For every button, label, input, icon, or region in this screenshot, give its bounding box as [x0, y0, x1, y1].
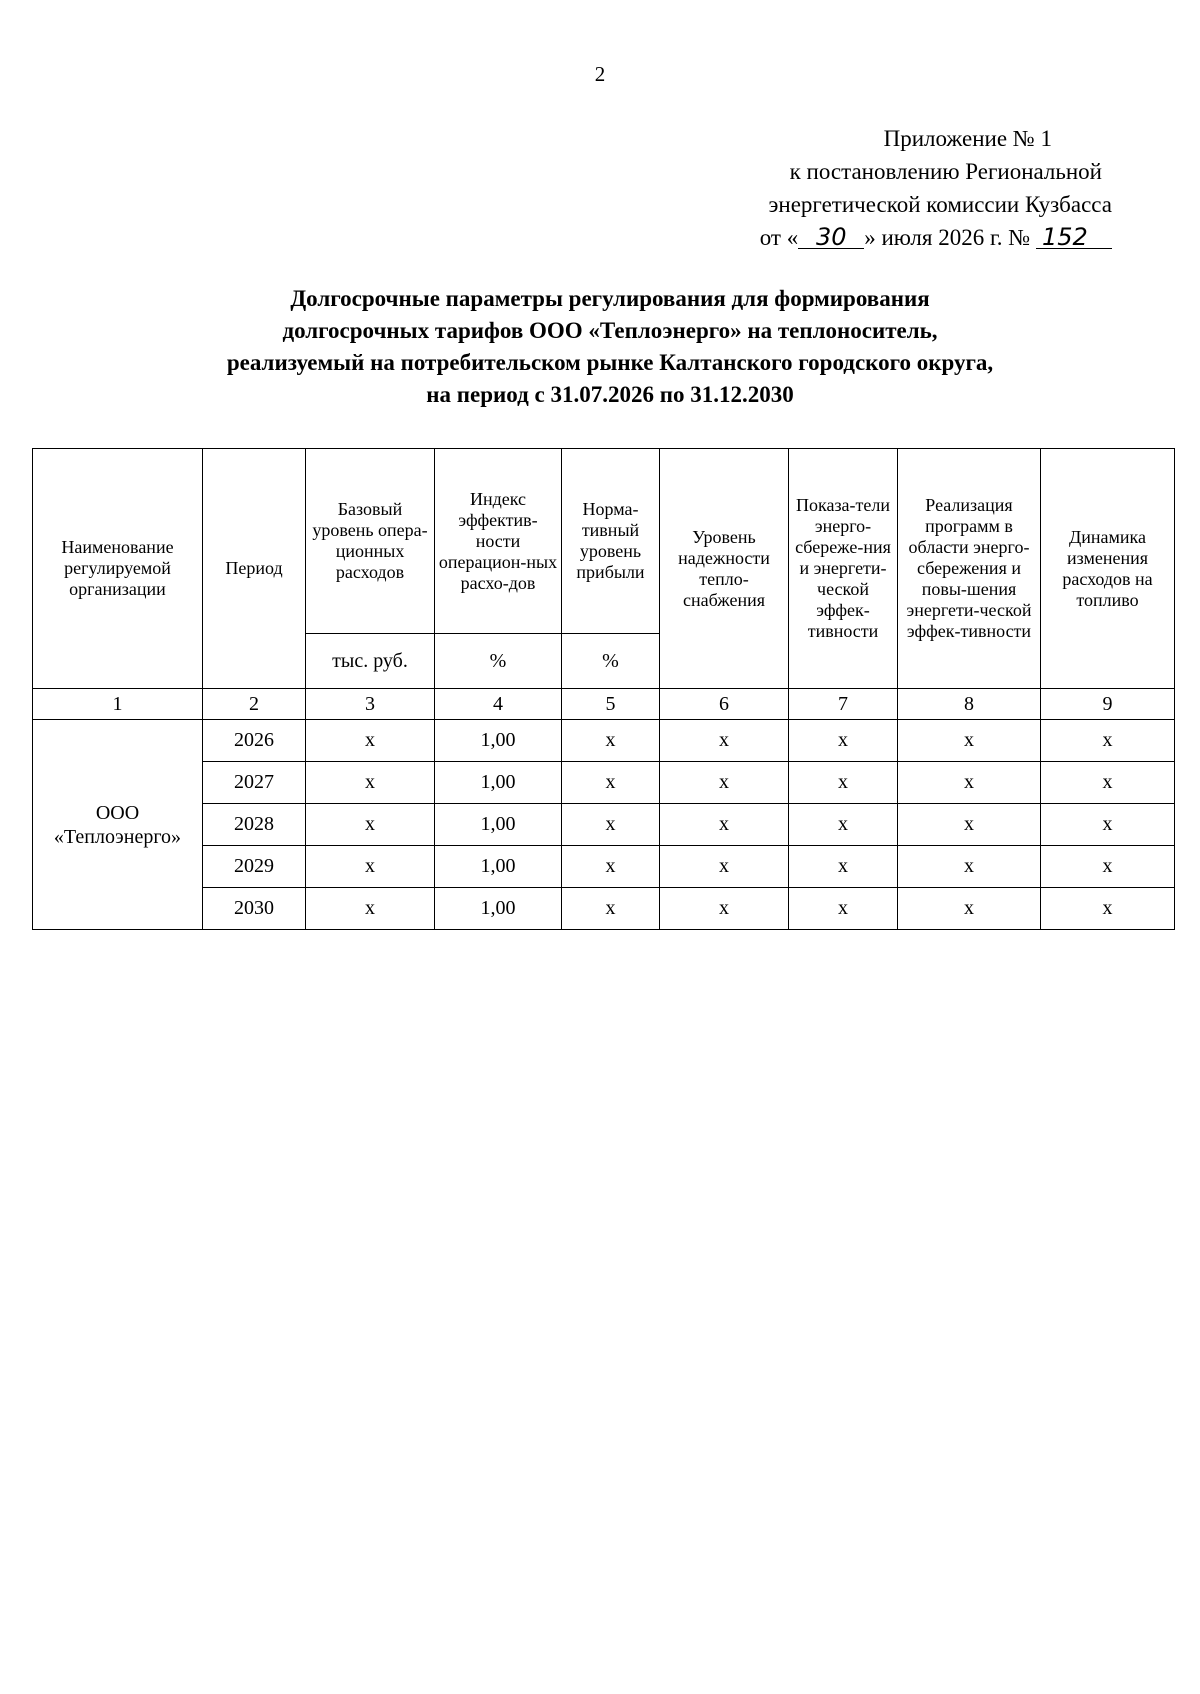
title-line-3: реализуемый на потребительском рынке Калтанского городского округа,: [226, 350, 994, 375]
title-line-2: долгосрочных тарифов ООО «Теплоэнерго» на теплоноситель,: [282, 318, 938, 343]
table-cell: х: [306, 888, 435, 930]
header-energy-programs: Реализация программ в области энерго-сбережения и повы-шения энергети-ческой эффек-тивности: [898, 449, 1041, 689]
appendix-reference: к постановлению Региональной: [789, 159, 1102, 184]
table-cell: х: [789, 720, 898, 762]
table-cell: 1,00: [435, 720, 562, 762]
header-row: [33, 449, 1175, 634]
table-cell: х: [660, 888, 789, 930]
column-number: 8: [898, 689, 1041, 720]
table-cell: х: [898, 804, 1041, 846]
header-efficiency-index: Индекс эффектив-ности операцион-ных расхо-дов: [435, 449, 562, 634]
table-cell: х: [562, 762, 660, 804]
table-cell: х: [660, 846, 789, 888]
table-cell: х: [562, 888, 660, 930]
date-middle: » июля 2026 г. №: [864, 225, 1031, 250]
table-cell: х: [898, 888, 1041, 930]
table-row: [33, 762, 1175, 804]
table-cell: 1,00: [435, 846, 562, 888]
appendix-date-line: [592, 221, 1112, 254]
header-profit-level: Норма-тивный уровень прибыли: [562, 449, 660, 634]
column-number: 5: [562, 689, 660, 720]
period-cell: 2029: [203, 846, 306, 888]
header-energy-saving-indicators: Показа-тели энерго-сбереже-ния и энергети-ческой эффек-тивности: [789, 449, 898, 689]
unit-efficiency-index: %: [435, 634, 562, 689]
appendix-block: [592, 122, 1112, 254]
parameters-table: [32, 448, 1175, 930]
page-number: 2: [594, 62, 606, 86]
table-cell: х: [562, 720, 660, 762]
table-cell: х: [1041, 846, 1175, 888]
table-cell: х: [562, 846, 660, 888]
table-row: [33, 846, 1175, 888]
table-cell: х: [789, 888, 898, 930]
column-number: 2: [203, 689, 306, 720]
appendix-title: Приложение № 1: [883, 126, 1052, 151]
table-cell: х: [789, 804, 898, 846]
unit-base-opex: тыс. руб.: [306, 634, 435, 689]
table-cell: х: [1041, 804, 1175, 846]
title-line-1: Долгосрочные параметры регулирования для формирования: [290, 286, 930, 311]
table-cell: х: [562, 804, 660, 846]
table-cell: х: [1041, 888, 1175, 930]
period-cell: 2028: [203, 804, 306, 846]
table-cell: х: [306, 804, 435, 846]
handwritten-day: 30: [798, 226, 864, 249]
table-cell: х: [789, 762, 898, 804]
table-row: [33, 804, 1175, 846]
table-cell: 1,00: [435, 762, 562, 804]
header-reliability: Уровень надежности тепло-снабжения: [660, 449, 789, 689]
column-number: 6: [660, 689, 789, 720]
organization-name: ООО «Теплоэнерго»: [33, 720, 203, 930]
header-organization: Наименование регулируемой организации: [33, 449, 203, 689]
table-cell: х: [660, 804, 789, 846]
table-cell: х: [660, 762, 789, 804]
header-base-opex: Базовый уровень опера-ционных расходов: [306, 449, 435, 634]
column-number: 3: [306, 689, 435, 720]
table-cell: х: [898, 720, 1041, 762]
table-cell: х: [898, 762, 1041, 804]
table-cell: х: [898, 846, 1041, 888]
column-number: 4: [435, 689, 562, 720]
handwritten-doc-number: 152: [1036, 226, 1112, 249]
table-row: [33, 720, 1175, 762]
table-cell: х: [1041, 762, 1175, 804]
table-cell: х: [306, 762, 435, 804]
table-row: [33, 888, 1175, 930]
title-line-4: на период с 31.07.2026 по 31.12.2030: [426, 382, 794, 407]
table-cell: х: [306, 720, 435, 762]
table-cell: х: [660, 720, 789, 762]
table-cell: х: [789, 846, 898, 888]
header-fuel-dynamics: Динамика изменения расходов на топливо: [1041, 449, 1175, 689]
unit-profit-level: %: [562, 634, 660, 689]
column-numbers-row: [33, 689, 1175, 720]
period-cell: 2027: [203, 762, 306, 804]
table-cell: 1,00: [435, 804, 562, 846]
period-cell: 2030: [203, 888, 306, 930]
table-cell: 1,00: [435, 888, 562, 930]
column-number: 9: [1041, 689, 1175, 720]
column-number: 7: [789, 689, 898, 720]
table-cell: х: [1041, 720, 1175, 762]
period-cell: 2026: [203, 720, 306, 762]
appendix-commission: энергетической комиссии Кузбасса: [768, 192, 1112, 217]
header-period: Период: [203, 449, 306, 689]
table-cell: х: [306, 846, 435, 888]
document-title: [100, 283, 1120, 411]
date-prefix: от «: [759, 225, 799, 250]
column-number: 1: [33, 689, 203, 720]
